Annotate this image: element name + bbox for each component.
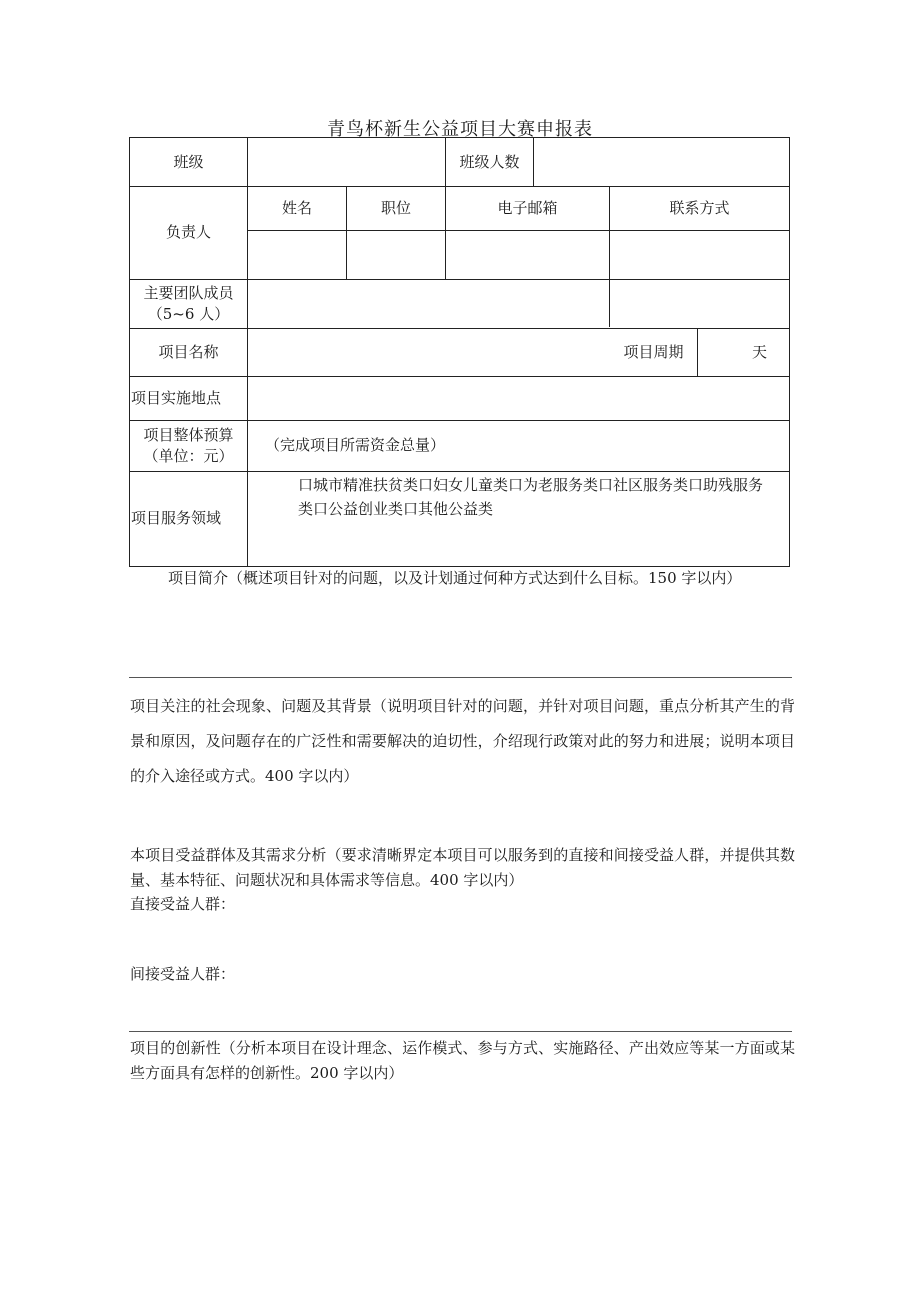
budget-label xyxy=(130,420,247,471)
project-cycle-unit: 天 xyxy=(751,342,767,361)
class-label: 班级 xyxy=(173,152,204,171)
team-label xyxy=(130,279,247,328)
domain-options-line1: 口城市精准扶贫类口妇女儿童类口为老服务类口社区服务类口助残服务 xyxy=(298,476,764,494)
leader-position-field[interactable] xyxy=(347,231,445,279)
team-label-line2: （5~6 人） xyxy=(147,304,230,323)
project-cycle-label: 项目周期 xyxy=(623,342,684,361)
project-name-label: 项目名称 xyxy=(158,342,219,361)
team-label-line1: 主要团队成员 xyxy=(143,283,234,302)
application-form-table xyxy=(129,137,790,567)
leader-label: 负责人 xyxy=(165,223,211,241)
leader-col-email: 电子邮箱 xyxy=(497,198,558,217)
divider xyxy=(129,1031,792,1032)
budget-label-line2: （单位：元） xyxy=(143,446,234,465)
team-members-field[interactable] xyxy=(248,279,789,328)
form-title: 青鸟杯新生公益项目大赛申报表 xyxy=(327,119,593,140)
location-field[interactable] xyxy=(248,376,789,420)
leader-col-contact: 联系方式 xyxy=(669,198,730,217)
divider xyxy=(129,677,792,678)
budget-hint: （完成项目所需资金总量） xyxy=(265,436,446,454)
class-size-label: 班级人数 xyxy=(459,152,520,171)
beneficiary-section: 本项目受益群体及其需求分析（要求清晰界定本项目可以服务到的直接和间接受益人群，并提供其数量、基本特征、问题状况和具体需求等信息。400 字以内） xyxy=(130,846,795,889)
indirect-beneficiary-label: 间接受益人群： xyxy=(130,965,236,983)
leader-email-field[interactable] xyxy=(446,231,609,279)
domain-options[interactable] xyxy=(298,473,788,563)
class-size-field[interactable] xyxy=(534,138,789,186)
leader-contact-field[interactable] xyxy=(610,231,789,279)
innovation-section: 项目的创新性（分析本项目在设计理念、运作模式、参与方式、实施路径、产出效应等某一方面或某些方面具有怎样的创新性。200 字以内） xyxy=(130,1039,795,1082)
project-name-field[interactable] xyxy=(248,328,609,376)
location-label: 项目实施地点 xyxy=(131,388,222,407)
budget-label-line1: 项目整体预算 xyxy=(143,425,234,444)
direct-beneficiary-label: 直接受益人群： xyxy=(130,895,236,913)
background-section: 项目关注的社会现象、问题及其背景（说明项目针对的问题，并针对项目问题，重点分析其产生的背景和原因，及问题存在的广泛性和需要解决的迫切性，介绍现行政策对此的努力和进展；说明本项目的介入途径或方式。400 字以内） xyxy=(130,697,795,785)
domain-options-line2: 类口公益创业类口其他公益类 xyxy=(298,500,494,518)
project-cycle-field[interactable] xyxy=(698,328,789,376)
domain-label: 项目服务领域 xyxy=(131,509,222,527)
budget-field[interactable] xyxy=(265,420,785,471)
leader-col-name: 姓名 xyxy=(281,198,312,217)
class-field[interactable] xyxy=(248,138,445,186)
intro-section: 项目简介（概述项目针对的问题，以及计划通过何种方式达到什么目标。150 字以内） xyxy=(168,569,742,587)
leader-col-position: 职位 xyxy=(380,198,411,217)
leader-name-field[interactable] xyxy=(248,231,346,279)
